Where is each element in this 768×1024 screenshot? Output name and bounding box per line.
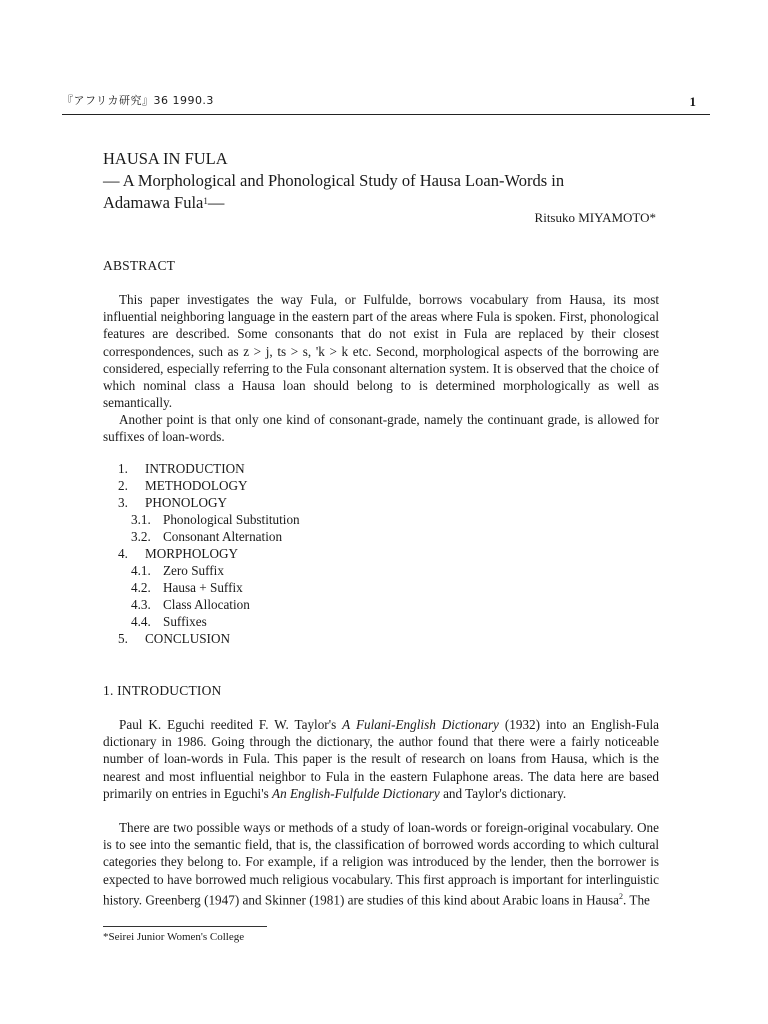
header-rule bbox=[62, 114, 710, 115]
toc-item-number: 4.2. bbox=[131, 580, 151, 595]
toc-item-number: 5. bbox=[118, 631, 128, 646]
toc-item-number: 4.1. bbox=[131, 563, 151, 578]
toc-item-label: Suffixes bbox=[163, 614, 207, 629]
table-of-contents bbox=[118, 460, 418, 647]
toc-subitem bbox=[118, 596, 418, 613]
toc-item-label: MORPHOLOGY bbox=[145, 546, 239, 561]
cited-title-taylor: A Fulani-English Dictionary bbox=[342, 717, 499, 732]
toc-item bbox=[118, 545, 418, 562]
journal-citation: 『アフリカ研究』36 1990.3 bbox=[62, 94, 214, 107]
toc-subitem bbox=[118, 613, 418, 630]
toc-item-label: PHONOLOGY bbox=[145, 495, 228, 510]
toc-item bbox=[118, 494, 418, 511]
toc-item-label: Consonant Alternation bbox=[163, 529, 283, 544]
toc-item-number: 4.4. bbox=[131, 614, 151, 629]
toc-item-number: 4. bbox=[118, 546, 128, 561]
cited-title-eguchi: An English-Fulfulde Dictionary bbox=[272, 785, 440, 801]
introduction-heading: 1. INTRODUCTION bbox=[103, 683, 222, 698]
abstract-paragraph-1 bbox=[103, 291, 659, 411]
footnote-rule bbox=[103, 926, 267, 927]
toc-item-number: 4.3. bbox=[131, 597, 151, 612]
toc-item bbox=[118, 460, 418, 477]
toc-item-label: CONCLUSION bbox=[145, 631, 230, 646]
toc-item bbox=[118, 630, 418, 647]
toc-item-label: Class Allocation bbox=[163, 597, 250, 612]
abstract-heading: ABSTRACT bbox=[103, 258, 176, 273]
toc-subitem bbox=[118, 528, 418, 545]
toc-item-label: METHODOLOGY bbox=[145, 478, 248, 493]
intro-p1-text-a: Paul K. Eguchi reedited F. W. Taylor's bbox=[119, 717, 343, 732]
toc-subitem bbox=[118, 579, 418, 596]
intro-p2-text-a: There are two possible ways or methods of a study of loan-words or foreign-original vocabulary. One is to see into the semantic field, that is, the classification of borrowed words according to which cultural categories they belong to. For example, if a religion was introduced by the lender, then the borrower is expected to have borrowed much religious vocabulary. This first approach is important for interlinguistic history. Greenberg (1947) and Skinner (1981) are studies of this kind about Arabic loans in Hausa bbox=[103, 820, 659, 908]
toc-item-number: 3. bbox=[118, 495, 128, 510]
footnote-affiliation: *Seirei Junior Women's College bbox=[103, 931, 245, 943]
toc-item-label: Phonological Substitution bbox=[163, 512, 300, 527]
author-name: Ritsuko MIYAMOTO* bbox=[534, 210, 656, 225]
toc-item-label: Hausa + Suffix bbox=[163, 580, 243, 595]
toc-item-label: INTRODUCTION bbox=[145, 461, 245, 476]
paper-title bbox=[103, 148, 663, 214]
abstract-paragraph-2 bbox=[103, 411, 659, 445]
intro-p1-text-b: (1932) into an English-Fula dictionary in 1986. Going through the dictionary, the author found that there were a fairly noticeable number of loan-words in Fula. This paper is the result of research on loans from Hausa, which is the nearest and most influential neighbor to Fula in the eastern Fulaphone areas. The data here are based primarily on entries in Eguchi's bbox=[103, 717, 659, 801]
abstract-paragraph-2-text: Another point is that only one kind of consonant-grade, namely the continuant grade, is allowed for suffixes of loan-words. bbox=[103, 412, 659, 445]
title-line-2: — A Morphological and Phonological Study of Hausa Loan-Words in bbox=[103, 171, 565, 190]
title-line-3-end: — bbox=[207, 193, 225, 212]
toc-item-label: Zero Suffix bbox=[163, 563, 224, 578]
toc-subitem bbox=[118, 511, 418, 528]
toc-item-number: 2. bbox=[118, 478, 128, 493]
intro-p1-text-c: and Taylor's dictionary. bbox=[439, 785, 567, 801]
toc-item-number: 1. bbox=[118, 461, 128, 476]
toc-item-number: 3.1. bbox=[131, 512, 151, 527]
title-line-1: HAUSA IN FULA bbox=[103, 149, 228, 168]
running-header bbox=[62, 93, 710, 111]
page-number: 1 bbox=[689, 94, 696, 109]
toc-subitem bbox=[118, 562, 418, 579]
title-footnote-marker: 1 bbox=[203, 196, 208, 206]
title-line-3-text: Adamawa Fula bbox=[103, 193, 204, 212]
toc-item bbox=[118, 477, 418, 494]
intro-p2-text-b: . The bbox=[623, 892, 650, 908]
footnote-marker-2: 2 bbox=[619, 891, 624, 901]
abstract-paragraph-1-text: This paper investigates the way Fula, or Fulfulde, borrows vocabulary from Hausa, its most influential neighboring language in the eastern part of the areas where Fula is spoken. First, phonological features are described. Some consonants that do not exist in Fula are replaced by their closest correspondences, such as z > j, ts > s, 'k > k etc. Second, morphological aspects of the borrowing are considered, especially referring to the Fula consonant alternation system. It is observed that the choice of which nominal class a Hausa loan should belong to is determined morphologically as well as semantically. bbox=[103, 292, 659, 411]
introduction-paragraph-2 bbox=[103, 819, 659, 908]
introduction-paragraph-1 bbox=[103, 716, 659, 802]
toc-item-number: 3.2. bbox=[131, 529, 151, 544]
